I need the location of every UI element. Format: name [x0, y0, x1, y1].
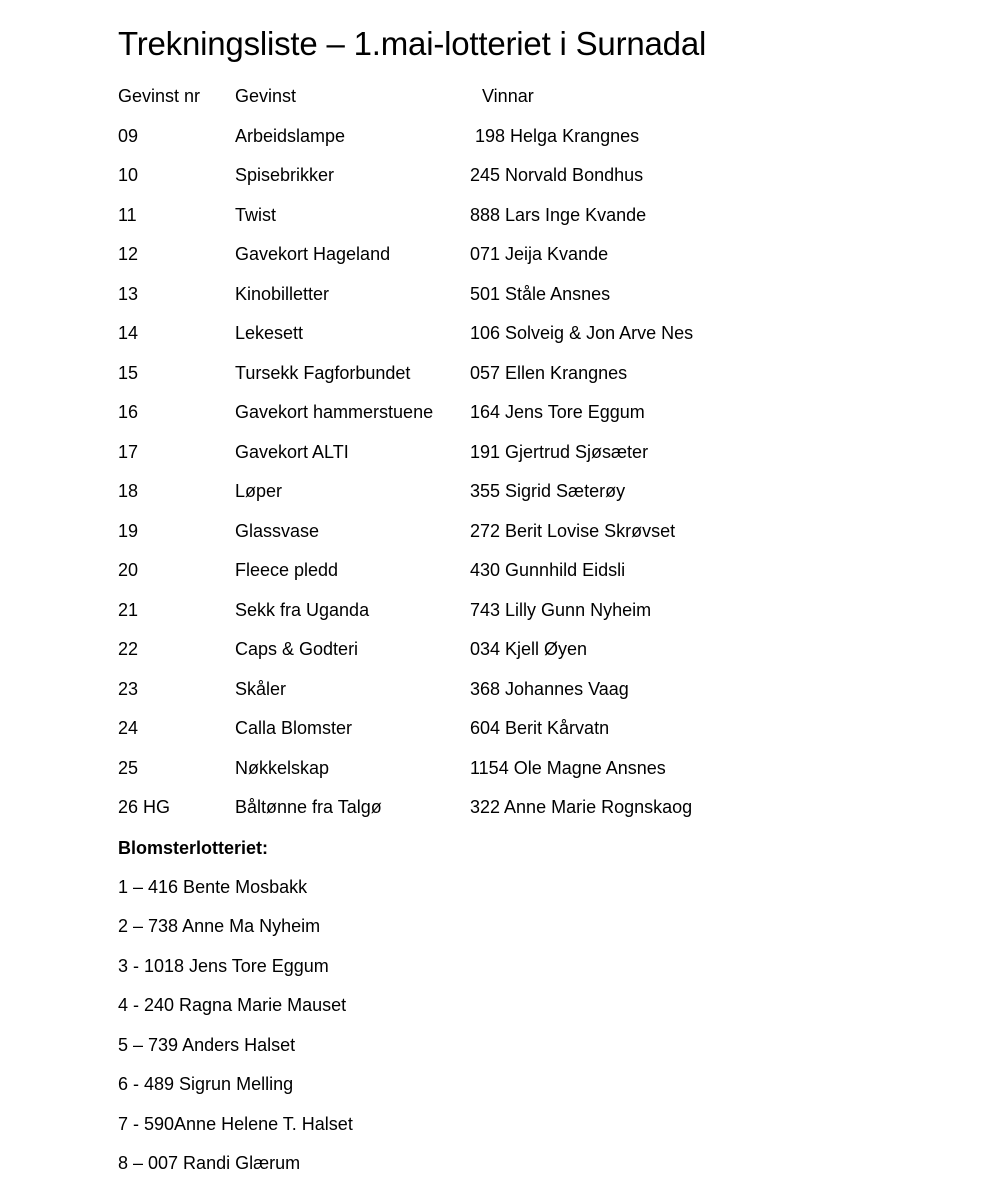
flower-lottery-item: 4 - 240 Ragna Marie Mauset — [118, 995, 347, 1015]
flower-lottery-item: 1 – 416 Bente Mosbakk — [118, 877, 308, 897]
prize-number: 23 — [118, 679, 139, 699]
prize-number: 26 HG — [118, 797, 171, 817]
prize-name: Twist — [235, 205, 277, 225]
prize-number: 24 — [118, 718, 139, 738]
prize-winner: 245 Norvald Bondhus — [470, 165, 644, 185]
prize-winner: 368 Johannes Vaag — [470, 679, 629, 699]
prize-name: Gavekort ALTI — [235, 442, 349, 462]
prize-number: 09 — [118, 126, 139, 146]
prize-name: Sekk fra Uganda — [235, 600, 370, 620]
prize-name: Tursekk Fagforbundet — [235, 363, 411, 383]
prize-name: Båltønne fra Talgø — [235, 797, 382, 817]
prize-winner: 888 Lars Inge Kvande — [470, 205, 647, 225]
prize-winner: 1154 Ole Magne Ansnes — [470, 758, 666, 778]
prize-name: Lekesett — [235, 323, 304, 343]
prize-number: 21 — [118, 600, 139, 620]
prize-number: 11 — [118, 205, 137, 225]
prize-name: Fleece pledd — [235, 560, 339, 580]
prize-winner: 164 Jens Tore Eggum — [470, 402, 645, 422]
prize-winner: 071 Jeija Kvande — [470, 244, 609, 264]
prize-number: 15 — [118, 363, 139, 383]
prize-winner: 355 Sigrid Sæterøy — [470, 481, 626, 501]
prize-name: Løper — [235, 481, 283, 501]
prize-winner: 322 Anne Marie Rognskaog — [470, 797, 693, 817]
prize-winner: 743 Lilly Gunn Nyheim — [470, 600, 652, 620]
prize-name: Glassvase — [235, 521, 320, 541]
flower-lottery-item: 6 - 489 Sigrun Melling — [118, 1074, 294, 1094]
flower-lottery-heading: Blomsterlotteriet: — [118, 838, 269, 858]
prize-number: 17 — [118, 442, 139, 462]
flower-lottery-item: 7 - 590Anne Helene T. Halset — [118, 1114, 353, 1134]
prize-winner: 191 Gjertrud Sjøsæter — [470, 442, 649, 462]
prize-winner: 604 Berit Kårvatn — [470, 718, 610, 738]
prize-number: 20 — [118, 560, 139, 580]
flower-lottery-item: 3 - 1018 Jens Tore Eggum — [118, 956, 329, 976]
prize-winner: 034 Kjell Øyen — [470, 639, 588, 659]
prize-number: 10 — [118, 165, 139, 185]
prize-name: Gavekort hammerstuene — [235, 402, 434, 422]
prize-number: 22 — [118, 639, 139, 659]
header-winner: Vinnar — [482, 86, 534, 106]
prize-winner: 430 Gunnhild Eidsli — [470, 560, 626, 580]
prize-number: 16 — [118, 402, 139, 422]
header-prize: Gevinst — [235, 86, 297, 106]
prize-number: 13 — [118, 284, 139, 304]
prize-name: Arbeidslampe — [235, 126, 346, 146]
prize-name: Nøkkelskap — [235, 758, 330, 778]
prize-name: Caps & Godteri — [235, 639, 359, 659]
page-title: Trekningsliste – 1.mai-lotteriet i Surnadal — [118, 25, 707, 62]
prize-name: Calla Blomster — [235, 718, 353, 738]
prize-number: 14 — [118, 323, 139, 343]
flower-lottery-item: 8 – 007 Randi Glærum — [118, 1153, 301, 1173]
flower-lottery-item: 2 – 738 Anne Ma Nyheim — [118, 916, 321, 936]
prize-number: 12 — [118, 244, 139, 264]
prize-winner: 057 Ellen Krangnes — [470, 363, 628, 383]
prize-winner: 198 Helga Krangnes — [475, 126, 640, 146]
prize-name: Gavekort Hageland — [235, 244, 391, 264]
prize-number: 18 — [118, 481, 139, 501]
prize-name: Skåler — [235, 679, 287, 699]
header-number: Gevinst nr — [118, 86, 201, 106]
prize-name: Spisebrikker — [235, 165, 335, 185]
prize-winner: 501 Ståle Ansnes — [470, 284, 611, 304]
prize-winner: 106 Solveig & Jon Arve Nes — [470, 323, 694, 343]
prize-number: 25 — [118, 758, 139, 778]
flower-lottery-item: 5 – 739 Anders Halset — [118, 1035, 296, 1055]
prize-number: 19 — [118, 521, 139, 541]
prize-name: Kinobilletter — [235, 284, 330, 304]
prize-winner: 272 Berit Lovise Skrøvset — [470, 521, 676, 541]
